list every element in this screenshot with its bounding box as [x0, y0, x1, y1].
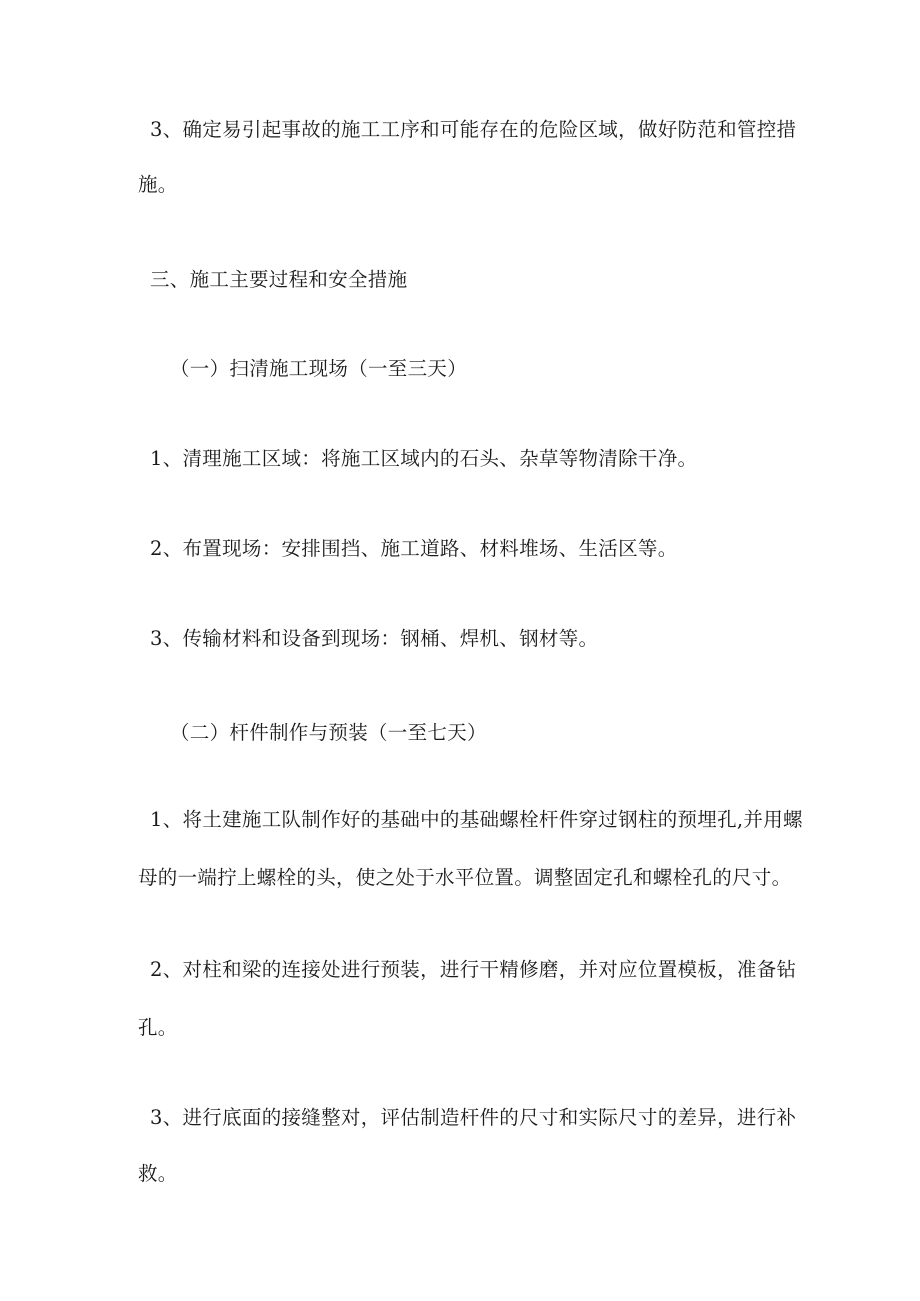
sub2-item3-line1: 3、进行底面的接缝整对，评估制造杆件的尺寸和实际尺寸的差异，进行补 [150, 1106, 797, 1129]
section-heading-3: 三、施工主要过程和安全措施 [150, 268, 408, 291]
paragraph-item3-line2: 施。 [138, 173, 178, 196]
sub1-item2: 2、布置现场：安排围挡、施工道路、材料堆场、生活区等。 [150, 537, 678, 560]
subsection-heading-2: （二）杆件制作与预装（一至七天） [170, 721, 487, 744]
sub2-item2-line2: 孔。 [138, 1016, 178, 1039]
sub1-item1: 1、清理施工区域：将施工区域内的石头、杂草等物清除干净。 [150, 447, 698, 470]
paragraph-item3-line1: 3、确定易引起事故的施工工序和可能存在的危险区域，做好防范和管控措 [150, 118, 797, 141]
sub2-item3-line2: 救。 [138, 1162, 178, 1185]
subsection-heading-1: （一）扫清施工现场（一至三天） [170, 357, 468, 380]
sub2-item2-line1: 2、对柱和梁的连接处进行预装，进行干精修磨，并对应位置模板，准备钻 [150, 958, 797, 981]
sub2-item1-line1: 1、将土建施工队制作好的基础中的基础螺栓杆件穿过钢柱的预埋孔,并用螺 [150, 808, 803, 831]
sub1-item3: 3、传输材料和设备到现场：钢桶、焊机、钢材等。 [150, 627, 599, 650]
sub2-item1-line2: 母的一端拧上螺栓的头，使之处于水平位置。调整固定孔和螺栓孔的尺寸。 [138, 866, 792, 889]
